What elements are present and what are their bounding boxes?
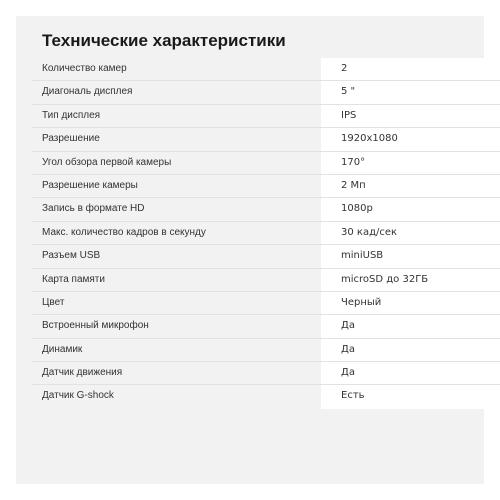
spec-value: 1080p — [321, 198, 500, 220]
spec-value: 5 " — [321, 81, 500, 103]
page-title: Технические характеристики — [42, 31, 286, 50]
spec-value: 2 — [321, 58, 500, 80]
spec-label: Датчик G-shock — [42, 390, 114, 402]
spec-row — [32, 362, 500, 385]
spec-value: Да — [321, 339, 500, 361]
spec-row — [32, 81, 500, 104]
specs-panel — [16, 16, 484, 484]
spec-row — [32, 245, 500, 268]
spec-table — [32, 58, 500, 409]
spec-row — [32, 175, 500, 198]
spec-value: 1920x1080 — [321, 128, 500, 150]
spec-row — [32, 315, 500, 338]
spec-row — [32, 269, 500, 292]
spec-label: Разъем USB — [42, 250, 101, 262]
spec-value: 170° — [321, 152, 500, 174]
spec-label: Угол обзора первой камеры — [42, 156, 172, 168]
spec-value: Да — [321, 315, 500, 337]
spec-row — [32, 339, 500, 362]
spec-label: Датчик движения — [42, 367, 123, 379]
spec-label: Разрешение — [42, 133, 100, 145]
spec-value: Есть — [321, 385, 500, 408]
spec-value: Черный — [321, 292, 500, 314]
spec-label: Количество камер — [42, 63, 127, 74]
spec-label: Запись в формате HD — [42, 203, 145, 215]
spec-value: 2 Мп — [321, 175, 500, 197]
spec-row — [32, 292, 500, 315]
spec-value: microSD до 32ГБ — [321, 269, 500, 291]
spec-value: miniUSB — [321, 245, 500, 267]
spec-label: Диагональ дисплея — [42, 86, 133, 98]
spec-row — [32, 152, 500, 175]
spec-label: Тип дисплея — [42, 109, 101, 121]
spec-row — [32, 128, 500, 151]
spec-row — [32, 105, 500, 128]
spec-label: Цвет — [42, 296, 65, 308]
spec-row — [32, 385, 500, 408]
spec-label: Встроенный микрофон — [42, 320, 149, 332]
spec-value: IPS — [321, 105, 500, 127]
spec-value: 30 кад/сек — [321, 222, 500, 244]
spec-label: Карта памяти — [42, 273, 105, 285]
spec-label: Разрешение камеры — [42, 179, 138, 191]
spec-value: Да — [321, 362, 500, 384]
spec-label: Динамик — [42, 343, 83, 355]
spec-row — [32, 198, 500, 221]
spec-row — [32, 222, 500, 245]
spec-label: Макс. количество кадров в секунду — [42, 226, 206, 238]
spec-row — [32, 58, 500, 81]
